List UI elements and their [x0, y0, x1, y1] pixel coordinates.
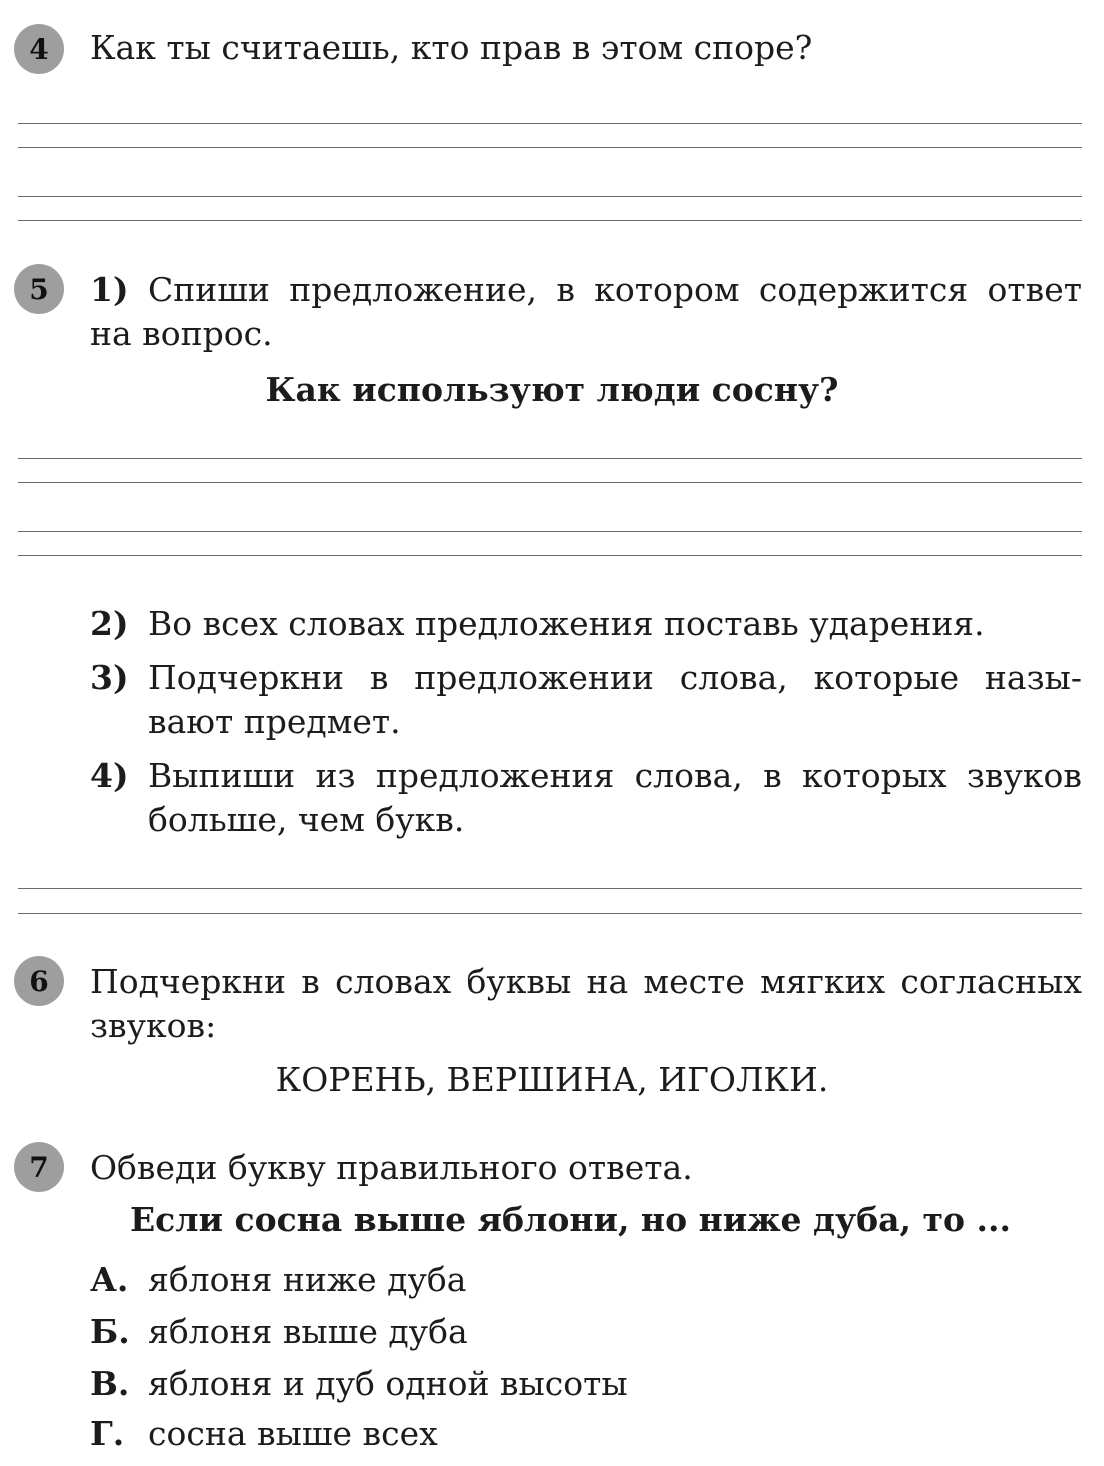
step-3-line-2: вают предмет. — [148, 702, 401, 741]
step-1-number: 1) — [90, 270, 129, 309]
option-b-text: яблоня выше дуба — [148, 1312, 468, 1351]
step-4-line-1: Выпиши из предложения слова, в которых звуков — [148, 756, 1082, 795]
task-7-number-badge: 7 — [14, 1142, 64, 1192]
answer-line[interactable] — [18, 888, 1082, 889]
answer-line[interactable] — [18, 482, 1082, 483]
task-6-number-badge: 6 — [14, 956, 64, 1006]
answer-line[interactable] — [18, 913, 1082, 914]
option-b-letter[interactable]: Б. — [90, 1312, 130, 1351]
step-3-line-1: Подчеркни в предложении слова, которые назы- — [148, 658, 1082, 697]
task-7-statement: Если сосна выше яблони, но ниже дуба, то ... — [130, 1200, 1011, 1239]
task-5-number-badge: 5 — [14, 264, 64, 314]
answer-line[interactable] — [18, 196, 1082, 197]
option-v-text: яблоня и дуб одной высоты — [148, 1364, 628, 1403]
step-3-number: 3) — [90, 658, 129, 697]
step-2-text: Во всех словах предложения поставь ударения. — [148, 604, 985, 643]
task-5-question: Как используют люди сосну? — [265, 370, 839, 409]
answer-line[interactable] — [18, 531, 1082, 532]
task-4-number-badge: 4 — [14, 24, 64, 74]
task-4-question: Как ты считаешь, кто прав в этом споре? — [90, 28, 813, 67]
step-1-line-1: Спиши предложение, в котором содержится ответ — [148, 270, 1082, 309]
step-4-number: 4) — [90, 756, 129, 795]
task-6-words: КОРЕНЬ, ВЕРШИНА, ИГОЛКИ. — [275, 1060, 829, 1099]
answer-line[interactable] — [18, 123, 1082, 124]
step-1-line-2: на вопрос. — [90, 314, 273, 353]
answer-line[interactable] — [18, 555, 1082, 556]
task-6-line-1: Подчеркни в словах буквы на месте мягких согласных — [90, 962, 1082, 1001]
answer-line[interactable] — [18, 147, 1082, 148]
option-a-letter[interactable]: А. — [90, 1260, 129, 1299]
answer-line[interactable] — [18, 458, 1082, 459]
task-6-line-2: звуков: — [90, 1006, 217, 1045]
option-v-letter[interactable]: В. — [90, 1364, 130, 1403]
option-g-letter[interactable]: Г. — [90, 1414, 125, 1453]
option-g-text: сосна выше всех — [148, 1414, 438, 1453]
task-7-instruction: Обведи букву правильного ответа. — [90, 1148, 693, 1187]
step-2-number: 2) — [90, 604, 129, 643]
answer-line[interactable] — [18, 220, 1082, 221]
step-4-line-2: больше, чем букв. — [148, 800, 465, 839]
option-a-text: яблоня ниже дуба — [148, 1260, 467, 1299]
